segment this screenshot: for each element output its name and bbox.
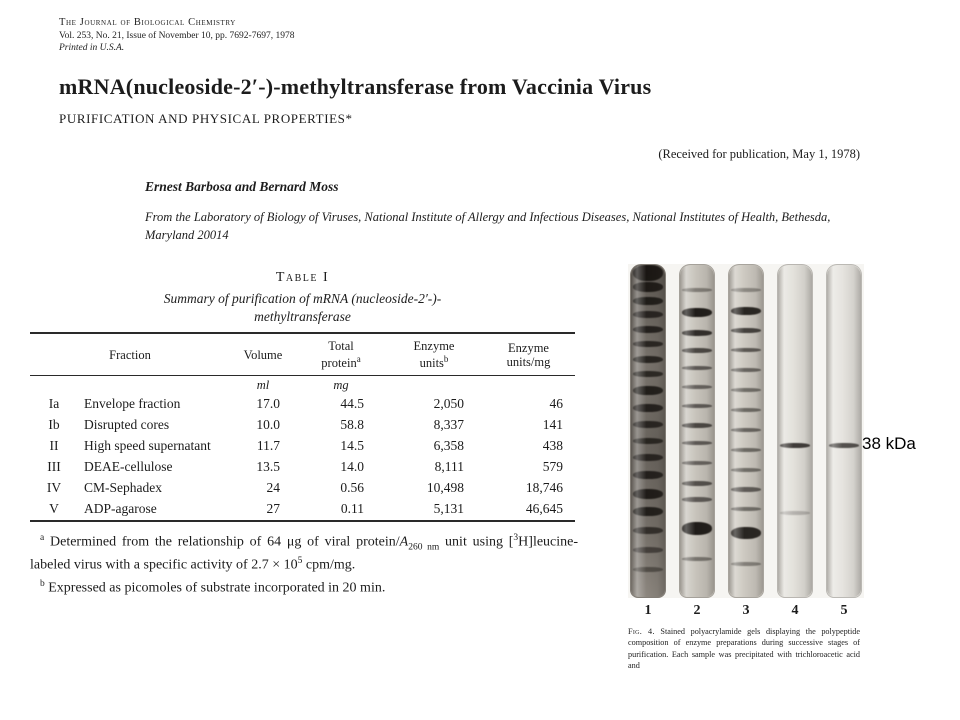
gel-band [731, 388, 761, 392]
gel-band [731, 348, 761, 352]
gel-band [780, 511, 810, 515]
journal-name: The Journal of Biological Chemistry [59, 17, 236, 28]
col-header-fraction: Fraction [30, 333, 230, 375]
units-blank [386, 376, 482, 395]
table-cell: 27 [266, 500, 280, 516]
table-cell: Ia [48, 396, 60, 412]
authors: Ernest Barbosa and Bernard Moss [145, 179, 339, 194]
gel-image [628, 264, 864, 598]
gel-band [633, 438, 663, 444]
table-row [30, 394, 575, 415]
table-cell: 14.0 [340, 458, 364, 474]
gel-lane-5 [826, 264, 862, 598]
purification-table [30, 332, 575, 521]
gel-band [731, 408, 761, 412]
table-row [30, 478, 575, 499]
table-cell: 6,358 [433, 438, 464, 454]
gel-band [633, 421, 663, 428]
affiliation: From the Laboratory of Biology of Viruses, National Institute of Allergy and Infectious Diseases, National Institutes of Health, Bethesda, Maryland 20014 [145, 210, 831, 243]
table-cell: 8,337 [433, 417, 464, 433]
gel-band [682, 481, 712, 486]
gel-band [633, 454, 663, 461]
unit-volume: ml [256, 378, 270, 393]
gel-lane-1 [630, 264, 666, 598]
lane-number: 5 [840, 603, 848, 618]
gel-band [682, 385, 712, 389]
table-row [30, 415, 575, 436]
table-title: Summary of purification of mRNA (nucleoside-2′-)-methyltransferase [163, 291, 442, 325]
gel-band [633, 297, 663, 305]
gel-band [682, 404, 712, 408]
gel-band [682, 330, 712, 336]
table-cell: IV [46, 479, 62, 495]
gel-band [633, 547, 663, 553]
table-cell: 8,111 [434, 458, 464, 474]
table-cell: III [47, 458, 61, 474]
gel-band [731, 487, 761, 492]
table-cell: 17.0 [256, 396, 280, 412]
table-cell: 10,498 [426, 479, 464, 495]
table-cell: 13.5 [256, 458, 280, 474]
gel-band [633, 282, 663, 292]
gel-band [829, 443, 859, 448]
gel-band [682, 308, 712, 317]
table-cell: 18,746 [525, 479, 563, 495]
table-cell: Ib [48, 417, 60, 433]
col-header-total-protein: Total protein$^a$ [296, 333, 386, 375]
units-row [30, 376, 575, 395]
units-blank [482, 376, 575, 395]
col-header-enzyme-units: Enzyme units$^b$ [386, 333, 482, 375]
gel-band [731, 507, 761, 511]
gel-band [731, 527, 761, 539]
gel-band [682, 461, 712, 465]
table-row [30, 457, 575, 478]
table-cell: 10.0 [256, 417, 280, 433]
table-cell: 46,645 [525, 500, 563, 516]
table-cell: 58.8 [340, 417, 364, 433]
journal-masthead [59, 16, 294, 55]
article-subtitle: PURIFICATION AND PHYSICAL PROPERTIES* [59, 111, 353, 126]
gel-lane-4 [777, 264, 813, 598]
col-header-enzyme-units-mg: Enzyme units/mg [482, 333, 575, 375]
gel-band [633, 265, 663, 281]
gel-band [633, 567, 663, 572]
table-cell: 44.5 [340, 396, 364, 412]
gel-lane-3 [728, 264, 764, 598]
gel-band [731, 562, 761, 566]
table-cell: 14.5 [340, 438, 364, 454]
table-label: Table I [275, 270, 330, 285]
table-row [30, 436, 575, 457]
footnote-b: $^b$ Expressed as picomoles of substrate incorporated in 20 min. [40, 578, 386, 596]
unit-protein: mg [333, 378, 349, 393]
footnote-a: $^a$ Determined from the relationship of 64 μg of viral protein/$A_{260 nm}$ unit using [$^3$H]leucine-labeled virus with a specific activity of $2.7 \times 10^5$ cpm/mg. [30, 532, 579, 573]
lane-number: 2 [693, 603, 701, 618]
journal-issue-line: Vol. 253, No. 21, Issue of November 10, pp. 7692-7697, 1978 [59, 30, 295, 41]
gel-band [682, 348, 712, 353]
gel-band [633, 489, 663, 499]
table-cell: DEAE-cellulose [84, 458, 173, 474]
gel-band [682, 522, 712, 535]
table-footnotes [30, 532, 578, 599]
table-cell: 579 [542, 458, 563, 474]
table-cell: ADP-agarose [84, 500, 157, 516]
purification-table-body [30, 394, 575, 520]
gel-band [731, 428, 761, 432]
table-cell: Disrupted cores [84, 417, 170, 433]
table-cell: 11.7 [256, 438, 280, 454]
table-cell: V [49, 500, 59, 516]
gel-band [682, 288, 712, 292]
table-cell: 24 [266, 479, 280, 495]
table-cell: 438 [542, 438, 563, 454]
article-title: mRNA(nucleoside-2′-)-methyltransferase from Vaccinia Virus [59, 74, 652, 99]
gel-band [682, 366, 712, 370]
table-cell: 0.11 [340, 500, 364, 516]
gel-band [731, 368, 761, 372]
figure-4 [628, 264, 864, 671]
table-cell: 46 [549, 396, 563, 412]
lane-number: 1 [644, 603, 652, 618]
gel-band [731, 307, 761, 315]
journal-printed-line: Printed in U.S.A. [59, 43, 125, 54]
gel-band [682, 423, 712, 428]
table-cell: Envelope fraction [84, 396, 181, 412]
received-line: (Received for publication, May 1, 1978) [658, 147, 860, 161]
gel-band [633, 386, 663, 395]
table-cell: 5,131 [433, 500, 464, 516]
lane-number: 3 [742, 603, 750, 618]
gel-band [731, 328, 761, 333]
lane-number: 4 [791, 603, 799, 618]
figure-caption: Fig. 4. Stained polyacrylamide gels displaying the polypeptide composition of enzyme preparations during successive stages of purification. Each sample was precipitated with trichloroacetic acid and [628, 627, 860, 670]
table-1-block [30, 270, 579, 601]
table-cell: II [49, 438, 59, 454]
gel-band [731, 448, 761, 452]
table-cell: CM-Sephadex [84, 479, 162, 495]
gel-band [682, 557, 712, 561]
table-header-row [30, 333, 575, 375]
gel-lane-2 [679, 264, 715, 598]
gel-band [780, 443, 810, 448]
table-row [30, 499, 575, 521]
gel-band [682, 497, 712, 502]
table-cell: 2,050 [433, 396, 464, 412]
table-cell: High speed supernatant [84, 438, 211, 454]
gel-band [731, 288, 761, 292]
gel-band [682, 441, 712, 445]
gel-band [731, 468, 761, 472]
col-header-volume: Volume [230, 333, 296, 375]
units-blank [30, 376, 230, 395]
table-cell: 141 [542, 417, 563, 433]
table-cell: 0.56 [340, 479, 364, 495]
gel-band [633, 471, 663, 479]
lane-numbers [628, 603, 864, 619]
molecular-weight-label: 38 kDa [862, 434, 916, 453]
